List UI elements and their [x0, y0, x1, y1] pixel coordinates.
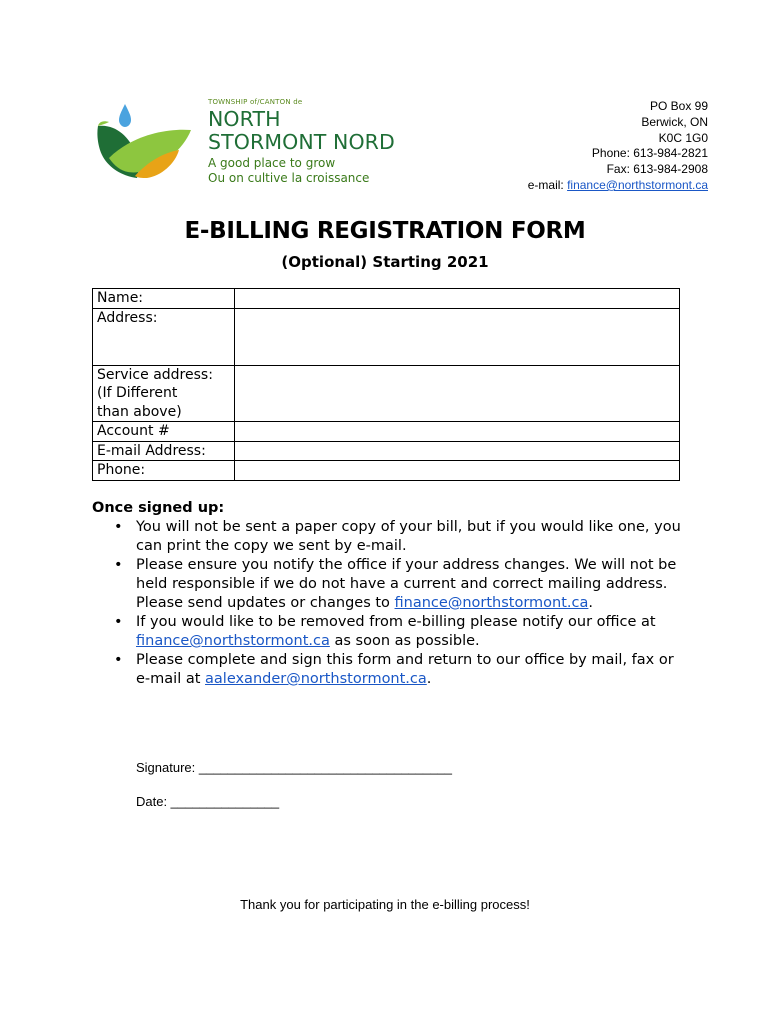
bullet-2-end: .	[588, 595, 593, 611]
service-address-line1: Service address:	[97, 366, 213, 383]
service-address-label	[93, 365, 235, 422]
contact-po-box: PO Box 99	[649, 99, 708, 113]
logo-tagline-fr: Ou on cultive la croissance	[208, 171, 370, 185]
service-address-line3: than above)	[97, 403, 182, 420]
finance-email-link[interactable]: finance@northstormont.ca	[394, 595, 589, 611]
phone-field[interactable]	[235, 461, 680, 481]
contact-city: Berwick, ON	[641, 114, 708, 129]
contact-postal: K0C 1G0	[658, 130, 708, 145]
bullet-4-text: Please complete and sign this form and return to our office by mail, fax or e-mail at	[136, 652, 674, 687]
bullet-3-text: If you would like to be removed from e-billing please notify our office at	[136, 614, 656, 630]
account-field[interactable]	[235, 422, 680, 442]
logo-tagline-en: A good place to grow	[208, 156, 336, 170]
service-address-line2: (If Different	[97, 385, 178, 401]
signature-line[interactable]: Signature: ___________________________________	[136, 760, 452, 775]
page-title: E-BILLING REGISTRATION FORM	[184, 218, 586, 244]
service-address-field[interactable]	[235, 365, 680, 422]
logo-wordmark	[208, 98, 395, 186]
name-field[interactable]	[235, 289, 680, 309]
once-signed-up-heading: Once signed up:	[92, 500, 225, 516]
date-line[interactable]: Date: _______________	[136, 794, 280, 809]
logo-name-stormont: STORMONT NORD	[208, 130, 395, 154]
thank-you-message: Thank you for participating in the e-billing process!	[240, 897, 530, 912]
logo-name-north: NORTH	[208, 107, 281, 131]
address-label: Address:	[93, 308, 235, 365]
contact-email-label: e-mail:	[527, 177, 568, 192]
contact-email-link[interactable]: finance@northstormont.ca	[567, 177, 708, 192]
page-subtitle: (Optional) Starting 2021	[281, 253, 489, 271]
list-item	[92, 518, 692, 556]
bullet-1-text: You will not be sent a paper copy of your bill, but if you would like one, you can print the copy we sent by e-mail.	[136, 519, 681, 554]
account-label: Account #	[93, 422, 235, 442]
registration-form-table	[92, 288, 680, 481]
list-item	[92, 556, 692, 613]
name-label: Name:	[93, 289, 235, 309]
address-field[interactable]	[235, 308, 680, 365]
contact-phone: Phone: 613-984-2821	[591, 146, 708, 161]
instructions-list	[92, 518, 692, 689]
contact-block	[528, 99, 708, 194]
logo-township-label: TOWNSHIP of/CANTON de	[208, 98, 303, 106]
email-field[interactable]	[235, 441, 680, 461]
contact-email-line	[528, 178, 708, 194]
bullet-2-text: Please ensure you notify the office if your address changes. We will not be held responsible if we do not have a current and correct mailing address. Please send updates or changes to	[136, 557, 677, 611]
bullet-4-end: .	[426, 671, 432, 687]
aalexander-email-link[interactable]: aalexander@northstormont.ca	[205, 671, 427, 687]
email-label: E-mail Address:	[93, 441, 235, 461]
list-item	[92, 651, 692, 689]
contact-fax: Fax: 613-984-2908	[606, 162, 708, 177]
bullet-3-end: as soon as possible.	[329, 633, 480, 649]
finance-email-link[interactable]: finance@northstormont.ca	[136, 633, 330, 649]
phone-label: Phone:	[93, 461, 235, 481]
leaf-drop-logo-icon	[95, 100, 195, 180]
list-item	[92, 613, 692, 651]
